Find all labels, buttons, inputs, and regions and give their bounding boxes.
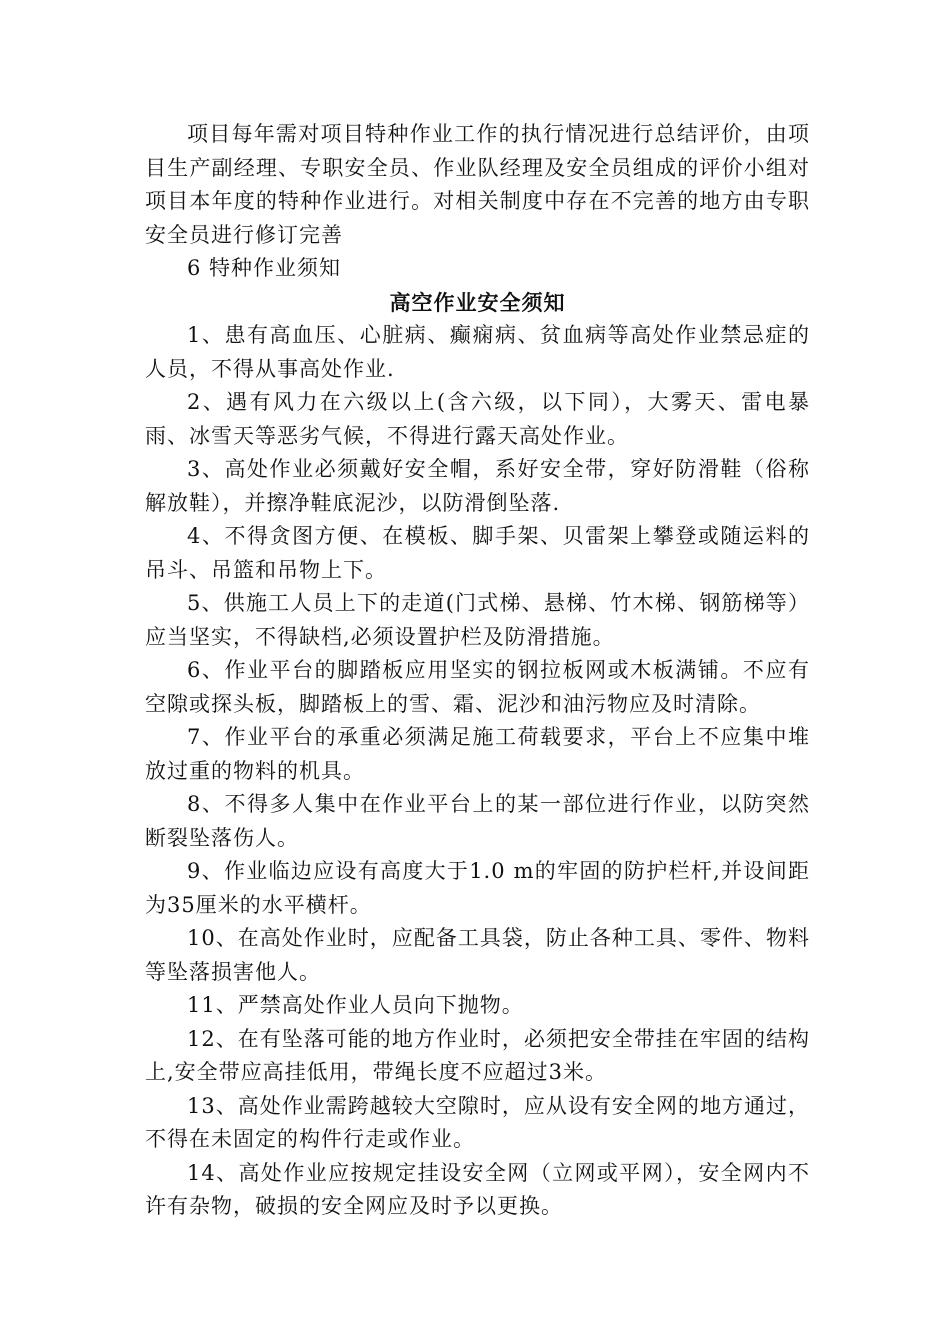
list-item: 2、遇有风力在六级以上(含六级，以下同），大雾天、雷电暴雨、冰雪天等恶劣气候，不得进行露天高处作业。 [145, 390, 810, 448]
list-item: 6、作业平台的脚踏板应用坚实的钢拉板网或木板满铺。不应有空隙或探头板，脚踏板上的雪、霜、泥沙和油污物应及时清除。 [145, 658, 810, 716]
list-item: 4、不得贪图方便、在模板、脚手架、贝雷架上攀登或随运料的吊斗、吊篮和吊物上下。 [145, 524, 810, 582]
list-item: 10、在高处作业时，应配备工具袋，防止各种工具、零件、物料等坠落损害他人。 [145, 926, 810, 984]
document-body [145, 118, 810, 1224]
list-item: 5、供施工人员上下的走道(门式梯、悬梯、竹木梯、钢筋梯等）应当坚实，不得缺档,必须设置护栏及防滑措施。 [145, 591, 810, 649]
section-title: 6 特种作业须知 [187, 256, 342, 280]
list-item: 9、作业临边应设有高度大于1.0 m的牢固的防护栏杆,并设间距为35厘米的水平横杆。 [145, 859, 810, 917]
list-item: 11、严禁高处作业人员向下抛物。 [187, 993, 524, 1017]
list-item: 14、高处作业应按规定挂设安全网（立网或平网），安全网内不许有杂物，破损的安全网应及时予以更换。 [145, 1160, 810, 1218]
list-item: 8、不得多人集中在作业平台上的某一部位进行作业，以防突然断裂坠落伤人。 [145, 792, 810, 850]
list-item: 3、高处作业必须戴好安全帽，系好安全带，穿好防滑鞋（俗称解放鞋），并擦净鞋底泥沙，以防滑倒坠落. [145, 457, 810, 515]
list-item: 1、患有高血压、心脏病、癫痫病、贫血病等高处作业禁忌症的人员，不得从事高处作业. [145, 323, 810, 381]
document-heading: 高空作业安全须知 [389, 289, 566, 315]
list-item: 12、在有坠落可能的地方作业时，必须把安全带挂在牢固的结构上,安全带应高挂低用，带绳长度不应超过3米。 [145, 1026, 810, 1084]
intro-paragraph: 项目每年需对项目特种作业工作的执行情况进行总结评价，由项目生产副经理、专职安全员、作业队经理及安全员组成的评价小组对项目本年度的特种作业进行。对相关制度中存在不完善的地方由专职安全员进行修订完善 [145, 122, 810, 247]
list-item: 13、高处作业需跨越较大空隙时，应从设有安全网的地方通过，不得在未固定的构件行走或作业。 [145, 1093, 810, 1151]
list-item: 7、作业平台的承重必须满足施工荷载要求，平台上不应集中堆放过重的物料的机具。 [145, 725, 810, 783]
